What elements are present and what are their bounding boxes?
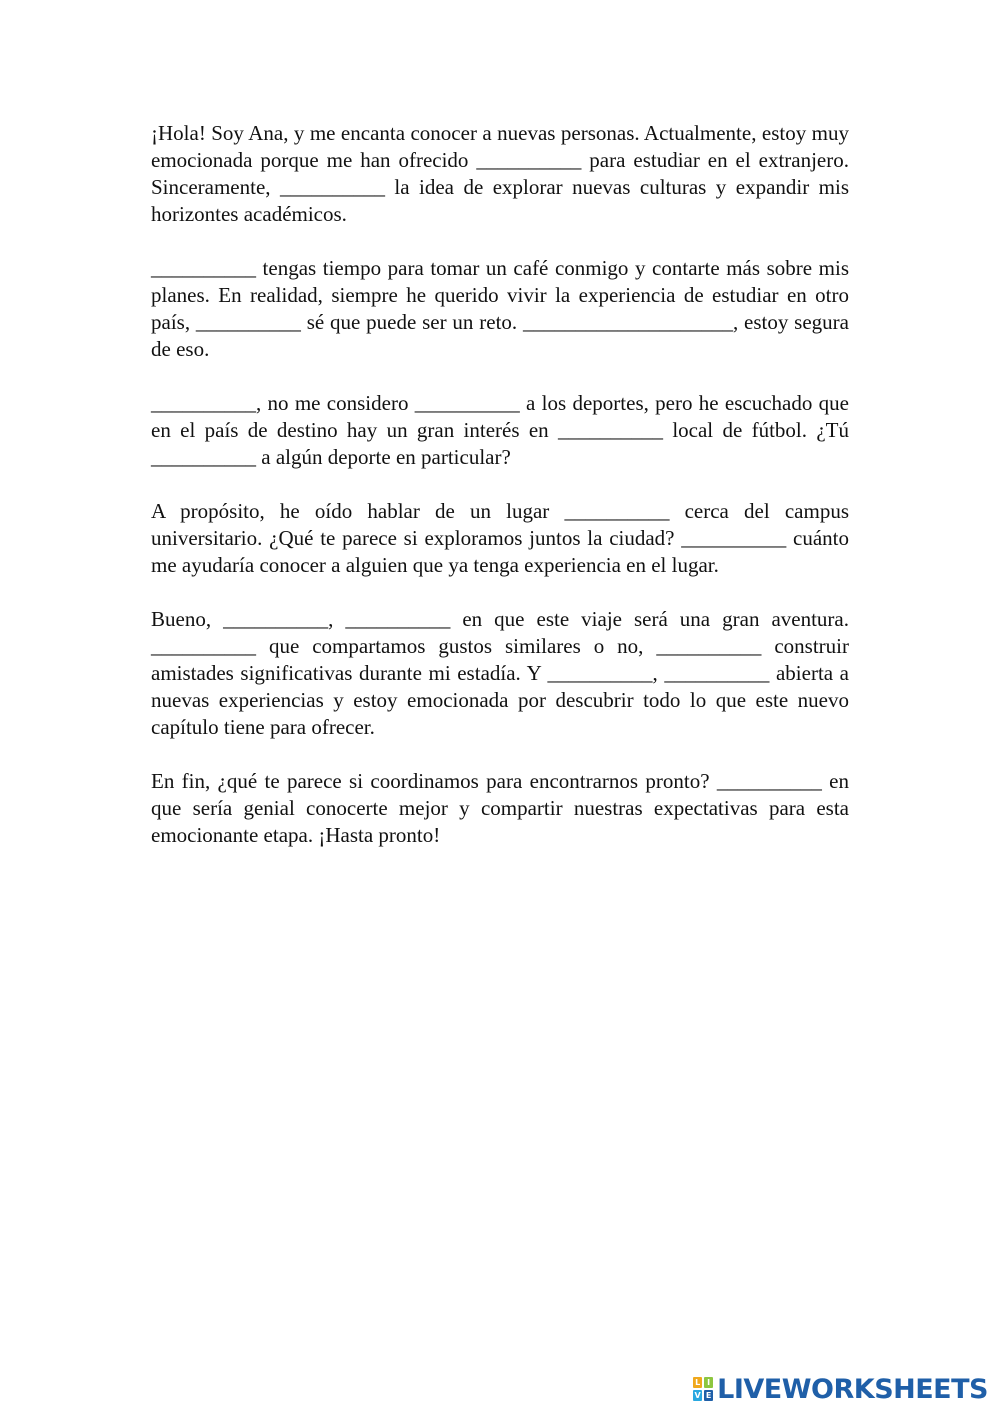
paragraph-5: Bueno, __________, __________ en que este viaje será una gran aventura. __________ que compartamos gustos similares o no, __________ construir amistades significativas durante mi estadía. Y __________, __________ abierta a nuevas experiencias y estoy emocionada por descubrir todo lo que este nuevo capítulo tiene para ofrecer. [151, 607, 849, 739]
logo-mark-cell-i: I [704, 1377, 713, 1388]
logo-mark-cell-e: E [705, 1391, 712, 1400]
logo-mark-cell-v: V [694, 1391, 701, 1400]
paragraph-3: __________, no me considero __________ a los deportes, pero he escuchado que en el país de destino hay un gran interés en __________ local de fútbol. ¿Tú __________ a algún deporte en particular? [151, 391, 849, 469]
paragraph-4: A propósito, he oído hablar de un lugar __________ cerca del campus universitario. ¿Qué te parece si exploramos juntos la ciudad? __________ cuánto me ayudaría conocer a alguien que ya tenga experiencia en el lugar. [151, 499, 849, 577]
paragraph-2: __________ tengas tiempo para tomar un café conmigo y contarte más sobre mis planes. En realidad, siempre he querido vivir la experiencia de estudiar en otro país, __________ sé que puede ser un reto. ____________________, estoy segura de eso. [151, 256, 849, 361]
liveworksheets-logo [693, 1372, 988, 1406]
paragraph-6: En fin, ¿qué te parece si coordinamos para encontrarnos pronto? __________ en que sería genial conocerte mejor y compartir nuestras expectativas para esta emocionante etapa. ¡Hasta pronto! [151, 769, 849, 847]
paragraph-1: ¡Hola! Soy Ana, y me encanta conocer a nuevas personas. Actualmente, estoy muy emocionada porque me han ofrecido __________ para estudiar en el extranjero. Sinceramente, __________ la idea de explorar nuevas culturas y expandir mis horizontes académicos. [151, 121, 849, 226]
worksheet-text [151, 120, 849, 876]
logo-mark-cell-l: L [695, 1378, 701, 1387]
logo-mark-icon [693, 1377, 713, 1401]
logo-text: LIVEWORKSHEETS [717, 1373, 988, 1405]
